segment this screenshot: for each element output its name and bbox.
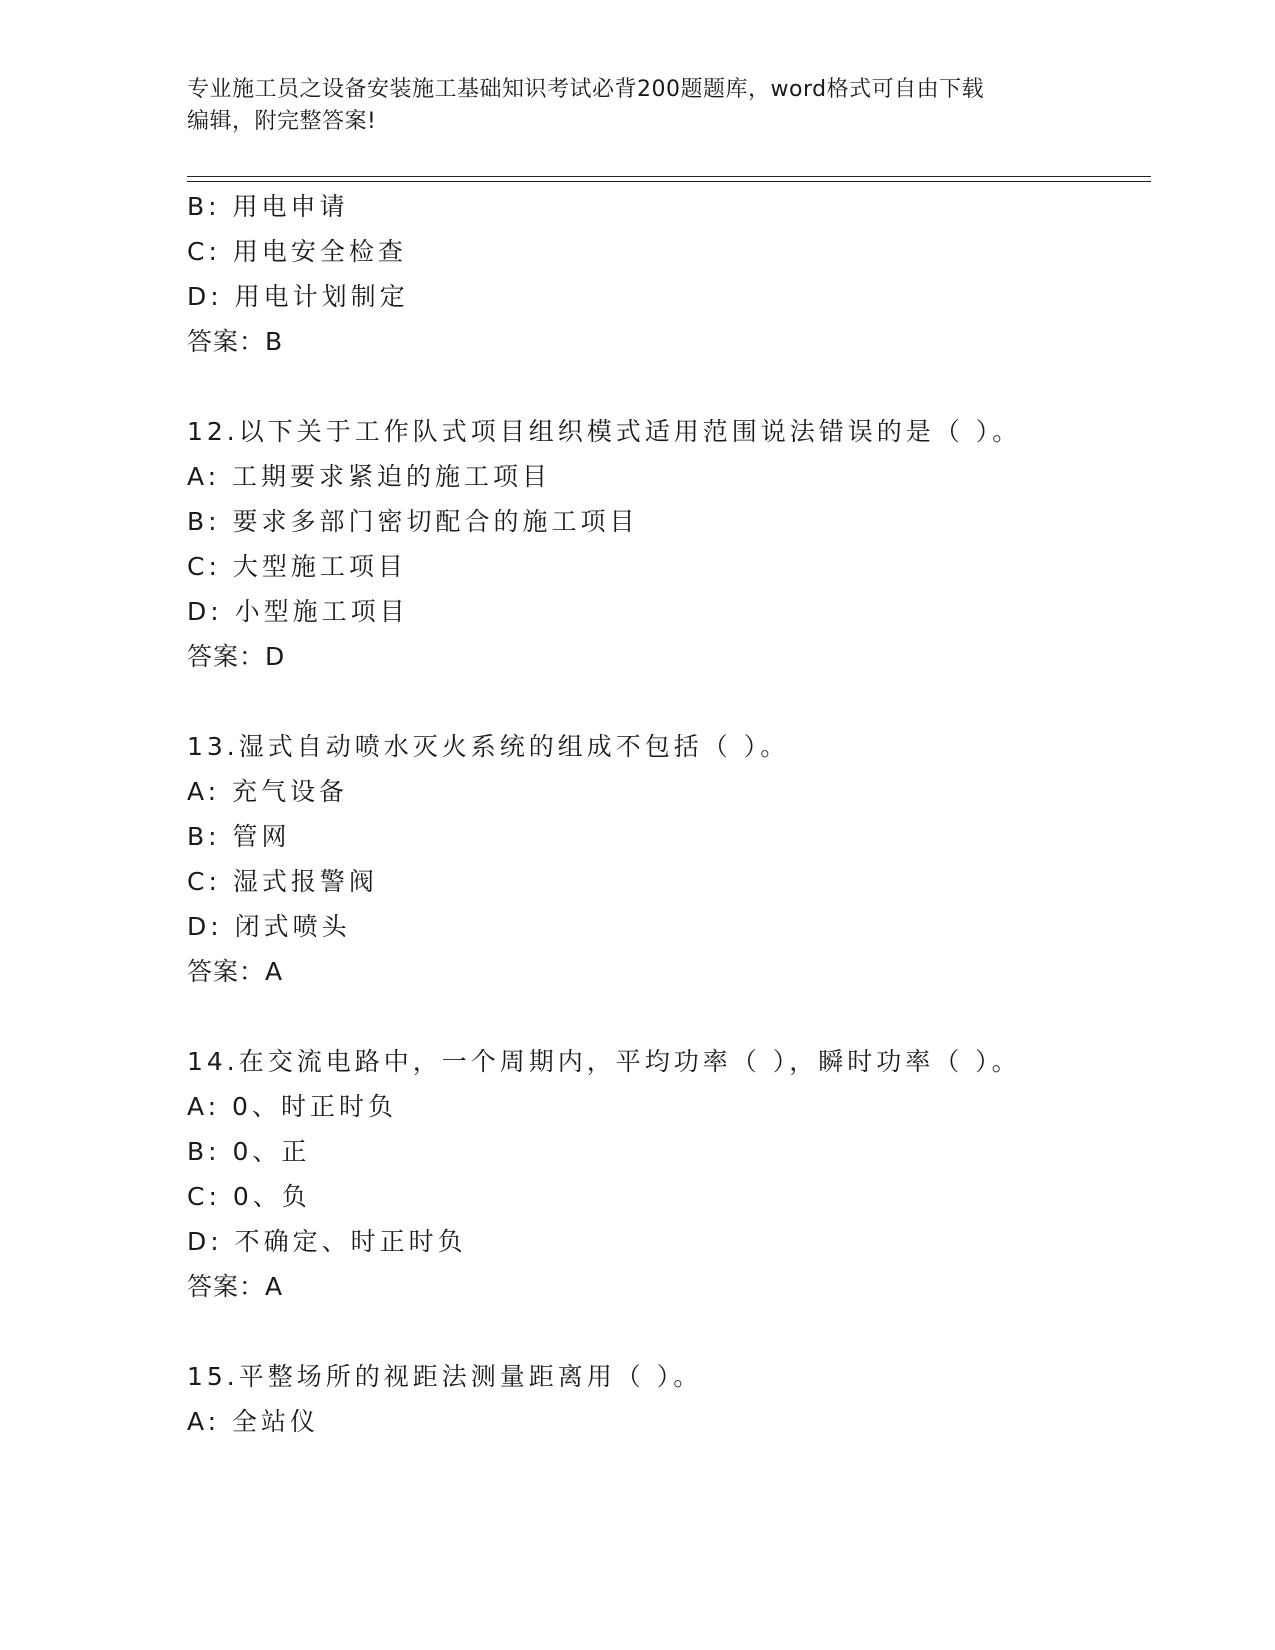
- option-c: C: 大型施工项目: [187, 552, 407, 581]
- option-a: A: 0、时正时负: [187, 1092, 397, 1121]
- option-b: B: 0、正: [187, 1137, 311, 1166]
- header-title-line-2: 编辑，附完整答案!: [187, 109, 377, 134]
- option-c: C: 用电安全检查: [187, 237, 407, 266]
- header-divider-bottom: [187, 181, 1151, 182]
- document-header: [187, 74, 1107, 138]
- question-12: 12.以下关于工作队式项目组织模式适用范围说法错误的是（ ）。: [187, 417, 1022, 446]
- answer: 答案：A: [187, 1272, 284, 1301]
- answer: 答案：B: [187, 327, 284, 356]
- option-b: B: 要求多部门密切配合的施工项目: [187, 507, 639, 536]
- option-b: B: 用电申请: [187, 192, 349, 221]
- answer: 答案：D: [187, 642, 286, 671]
- option-a: A: 全站仪: [187, 1407, 320, 1436]
- header-title-line-1: 专业施工员之设备安装施工基础知识考试必背200题题库，word格式可自由下载: [187, 77, 985, 102]
- question-13: 13.湿式自动喷水灭火系统的组成不包括（ ）。: [187, 732, 790, 761]
- header-divider-top: [187, 176, 1151, 177]
- question-14: 14.在交流电路中，一个周期内，平均功率（ ），瞬时功率（ ）。: [187, 1047, 1021, 1076]
- option-c: C: 湿式报警阀: [187, 867, 378, 896]
- option-b: B: 管网: [187, 822, 291, 851]
- answer: 答案：A: [187, 957, 284, 986]
- option-d: D: 闭式喷头: [187, 912, 351, 941]
- option-d: D: 小型施工项目: [187, 597, 409, 626]
- option-a: A: 工期要求紧迫的施工项目: [187, 462, 552, 491]
- question-15: 15.平整场所的视距法测量距离用（ ）。: [187, 1362, 703, 1391]
- option-c: C: 0、负: [187, 1182, 311, 1211]
- option-d: D: 不确定、时正时负: [187, 1227, 467, 1256]
- option-a: A: 充气设备: [187, 777, 349, 806]
- option-d: D: 用电计划制定: [187, 282, 409, 311]
